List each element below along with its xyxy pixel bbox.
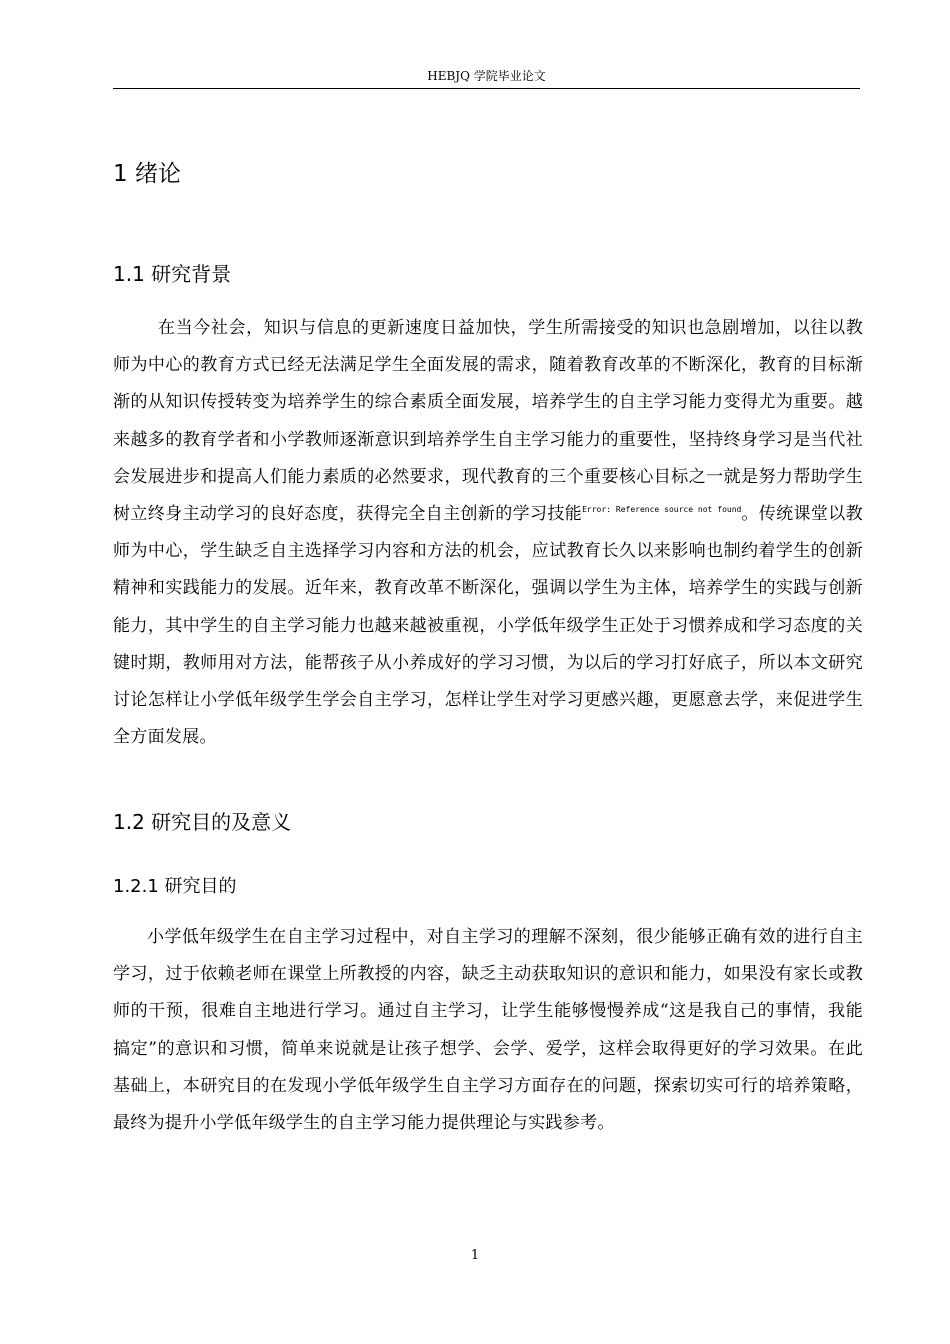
section-title-1-2-1: 1.2.1 研究目的 (113, 876, 237, 897)
section-title-1-2: 1.2 研究目的及意义 (113, 810, 292, 834)
paragraph-text-before-ref: 在当今社会，知识与信息的更新速度日益加快，学生所需接受的知识也急剧增加，以往以教师为中心的教育方式已经无法满足学生全面发展的需求，随着教育改革的不断深化，教育的目标渐渐的从知识传授转变为培养学生的综合素质全面发展，培养学生的自主学习能力变得尤为重要。越来越多的教育学者和小学教师逐渐意识到培养学生自主学习能力的重要性，坚持终身学习是当代社会发展进步和提高人们能力素质的必然要求，现代教育的三个重要核心目标之一就是努力帮助学生树立终身主动学习的良好态度，获得完全自主创新的学习技能 (113, 318, 863, 525)
chapter-title: 1 绪论 (113, 161, 181, 187)
header-title: HEBJQ 学院毕业论文 (427, 69, 546, 83)
page-header (113, 66, 860, 89)
paragraph-research-purpose: 小学低年级学生在自主学习过程中，对自主学习的理解不深刻，很少能够正确有效的进行自主学习，过于依赖老师在课堂上所教授的内容，缺乏主动获取知识的意识和能力，如果没有家长或教师的干预，很难自主地进行学习。通过自主学习，让学生能够慢慢养成“这是我自己的事情，我能搞定”的意识和习惯，简单来说就是让孩子想学、会学、爱学，这样会取得更好的学习效果。在此基础上，本研究目的在发现小学低年级学生自主学习方面存在的问题，探索切实可行的培养策略，最终为提升小学低年级学生的自主学习能力提供理论与实践参考。 (113, 927, 863, 1134)
paragraph-text-after-ref: 。传统课堂以教师为中心，学生缺乏自主选择学习内容和方法的机会，应试教育长久以来影响也制约着学生的创新精神和实践能力的发展。近年来，教育改革不断深化，强调以学生为主体，培养学生的实践与创新能力，其中学生的自主学习能力也越来越被重视，小学低年级学生正处于习惯养成和学习态度的关键时期，教师用对方法，能帮孩子从小养成好的学习习惯，为以后的学习打好底子，所以本文研究讨论怎样让小学低年级学生学会自主学习，怎样让学生对学习更感兴趣，更愿意去学，来促进学生全方面发展。 (113, 504, 863, 748)
page-number: 1 (470, 1248, 480, 1263)
section-title-1-1: 1.1 研究背景 (113, 262, 232, 286)
reference-error-note: Error: Reference source not found (582, 505, 742, 515)
paragraph-research-background (113, 310, 863, 756)
